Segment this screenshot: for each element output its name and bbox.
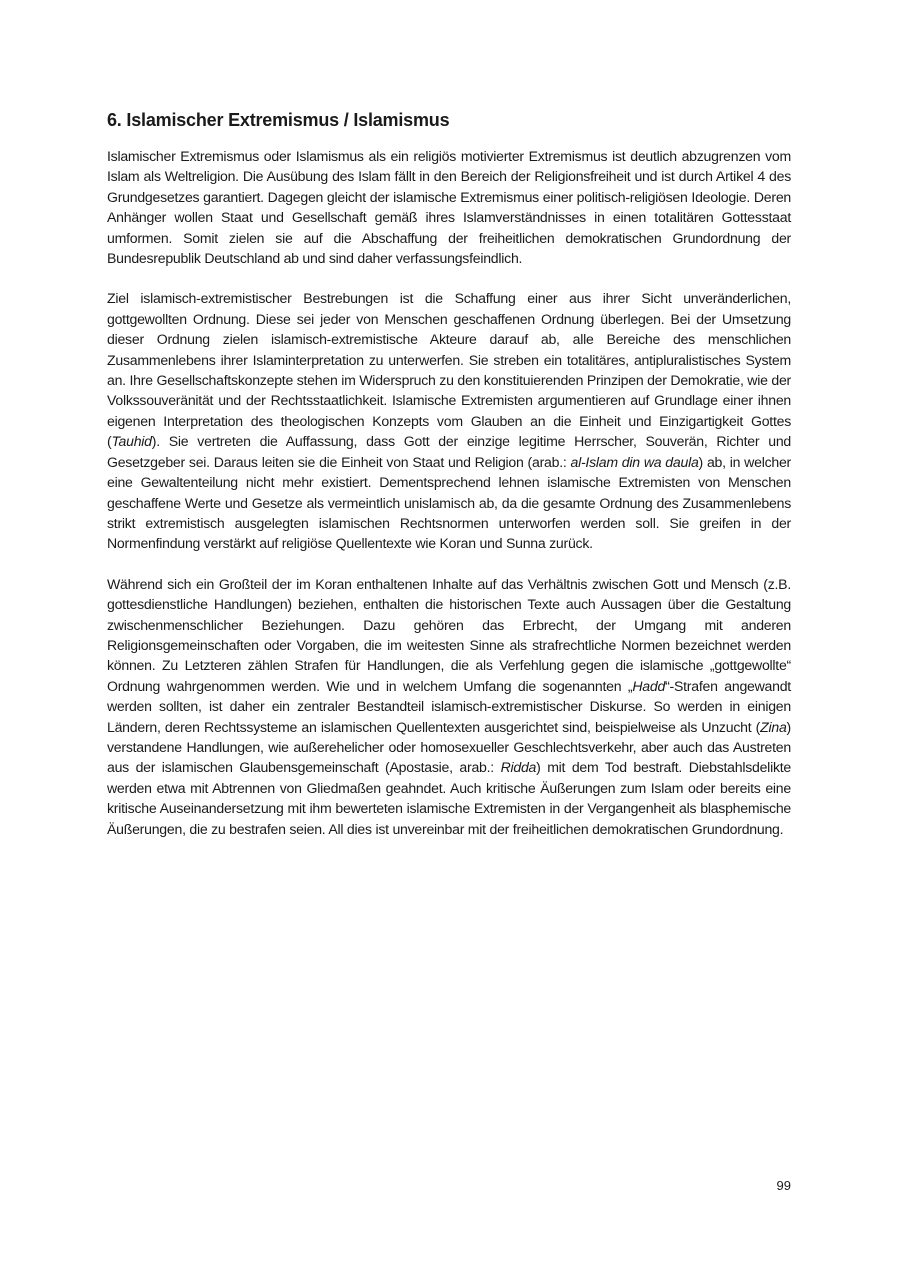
term-al-islam-din-wa-daula: al-Islam din wa daula: [570, 453, 699, 470]
paragraph-2-text-b: ). Sie vertreten die Auffassung, dass Gott der einzige legitime Herrscher, Souverän, Richter und Gesetzgeber sei. Daraus leiten sie die Einheit von Staat und Religion (arab.:: [107, 433, 791, 470]
paragraph-2: [107, 288, 791, 553]
paragraph-3-text-c: ) verstandene Handlungen, wie außerehelicher oder homosexueller Geschlechtsverkehr, aber auch das Austreten aus der islamischen Glaubensgemeinschaft (Apostasie, arab.:: [107, 718, 791, 776]
section-heading: 6. Islamischer Extremismus / Islamismus: [107, 110, 450, 130]
term-hadd: Hadd: [632, 677, 666, 694]
term-ridda: Ridda: [500, 759, 537, 776]
term-zina: Zina: [760, 718, 787, 735]
page-content: [107, 108, 791, 859]
paragraph-3-text-b: “-Strafen angewandt werden sollten, ist daher ein zentraler Bestandteil islamisch-extremistischer Diskurse. So werden in einigen Ländern, deren Rechtssysteme an islamischen Quellentexten ausgerichtet sind, beispielweise als Unzucht (: [107, 677, 791, 735]
paragraph-3-text-d: ) mit dem Tod bestraft. Diebstahlsdelikte werden etwa mit Abtrennen von Gliedmaßen geahndet. Auch kritische Äußerungen zum Islam oder bereits eine kritische Auseinandersetzung mit ihm bewerteten islamische Extremisten in der Vergangenheit als blasphemische Äußerungen, die zu bestrafen seien. All dies ist unvereinbar mit der freiheitlichen demokratischen Grundordnung.: [107, 759, 791, 837]
page-number: 99: [776, 1178, 791, 1193]
paragraph-1: Islamischer Extremismus oder Islamismus als ein religiös motivierter Extremismus ist deutlich abzugrenzen vom Islam als Weltreligion. Die Ausübung des Islam fällt in den Bereich der Religionsfreiheit und ist durch Artikel 4 des Grundgesetzes garantiert. Dagegen gleicht der islamische Extremismus einer politisch-religiösen Ideologie. Deren Anhänger wollen Staat und Gesellschaft gemäß ihres Islamverständnisses in einen totalitären Gottesstaat umformen. Somit zielen sie auf die Abschaffung der freiheitlichen demokratischen Grundordnung der Bundesrepublik Deutschland ab und sind daher verfassungsfeindlich.: [107, 148, 791, 267]
term-tauhid: Tauhid: [111, 433, 152, 450]
paragraph-2-text-a: Ziel islamisch-extremistischer Bestrebungen ist die Schaffung einer aus ihrer Sicht unveränderlichen, gottgewollten Ordnung. Diese sei jeder von Menschen geschaffenen Ordnung überlegen. Bei der Umsetzung dieser Ordnung zielen islamisch-extremistische Akteure darauf ab, alle Bereiche des menschlichen Zusammenlebens ihrer Islaminterpretation zu unterwerfen. Sie streben ein totalitäres, antipluralistisches System an. Ihre Gesellschaftskonzepte stehen im Widerspruch zu den konstituierenden Prinzipen der Demokratie, wie der Volkssouveränität und der Rechtsstaatlichkeit. Islamische Extremisten argumentieren auf Grundlage einer ihnen eigenen Interpretation des theologischen Konzepts vom Glauben an die Einheit und Einzigartigkeit Gottes (: [107, 290, 791, 450]
paragraph-3-text-a: Während sich ein Großteil der im Koran enthaltenen Inhalte auf das Verhältnis zwischen Gott und Mensch (z.B. gottesdienstliche Handlungen) beziehen, enthalten die historischen Texte auch Aussagen über die Gestaltung zwischenmenschlicher Beziehungen. Dazu gehören das Erbrecht, der Umgang mit anderen Religionsgemeinschaften oder Vorgaben, die im weitesten Sinne als strafrechtliche Normen bezeichnet werden können. Zu Letzteren zählen Strafen für Handlungen, die als Verfehlung gegen die islamische „gottgewollte“ Ordnung wahrgenommen werden. Wie und in welchem Umfang die sogenannten „: [107, 575, 791, 694]
paragraph-2-text-c: ) ab, in welcher eine Gewaltenteilung nicht mehr existiert. Dementsprechend lehnen islamische Extremisten von Menschen geschaffene Werte und Gesetze als vermeintlich unislamisch ab, da die gesamte Ordnung des Zusammenlebens strikt extremistisch ausgelegten islamischen Rechtsnormen unterworfen werden soll. Sie greifen in der Normenfindung verstärkt auf religiöse Quellentexte wie Koran und Sunna zurück.: [107, 453, 791, 552]
paragraph-3: [107, 574, 791, 839]
